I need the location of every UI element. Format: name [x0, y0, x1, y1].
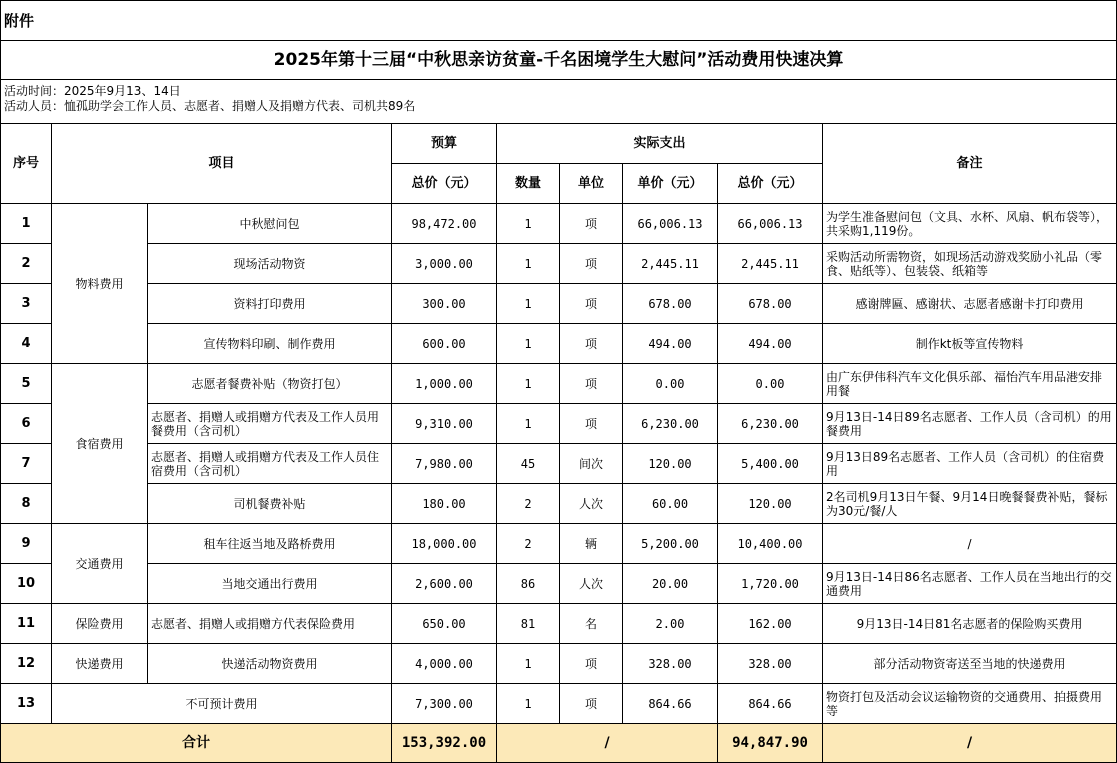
row-unit: 人次: [560, 564, 623, 604]
row-no: 4: [1, 324, 52, 364]
row-unit: 项: [560, 204, 623, 244]
category-materials: 物料费用: [52, 204, 148, 364]
row-budget: 650.00: [392, 604, 497, 644]
totals-budget: 153,392.00: [392, 724, 497, 763]
header-unit: 单位: [560, 164, 623, 204]
row-no: 9: [1, 524, 52, 564]
row-budget: 98,472.00: [392, 204, 497, 244]
row-qty: 1: [497, 244, 560, 284]
row-qty: 1: [497, 644, 560, 684]
row-unit: 项: [560, 324, 623, 364]
row-remark: 9月13日-14日89名志愿者、工作人员（含司机）的用餐费用: [823, 404, 1117, 444]
row-total: 10,400.00: [718, 524, 823, 564]
row-item: 现场活动物资: [148, 244, 392, 284]
row-budget: 180.00: [392, 484, 497, 524]
totals-row: [1, 724, 1117, 763]
row-unit: 项: [560, 244, 623, 284]
table-row: [1, 484, 1117, 524]
table-row: [1, 524, 1117, 564]
row-no: 12: [1, 644, 52, 684]
table-row: [1, 564, 1117, 604]
table-row: [1, 364, 1117, 404]
row-total: 1,720.00: [718, 564, 823, 604]
table-row: [1, 604, 1117, 644]
row-budget: 4,000.00: [392, 644, 497, 684]
table-row: [1, 244, 1117, 284]
category-express: 快递费用: [52, 644, 148, 684]
row-unit-price: 678.00: [623, 284, 718, 324]
row-qty: 81: [497, 604, 560, 644]
row-budget: 9,310.00: [392, 404, 497, 444]
activity-people: 活动人员：恤孤助学会工作人员、志愿者、捐赠人及捐赠方代表、司机共89名: [4, 99, 416, 113]
row-remark: /: [823, 524, 1117, 564]
row-item: 志愿者餐费补贴（物资打包）: [148, 364, 392, 404]
row-qty: 1: [497, 364, 560, 404]
attachment-label: 附件: [1, 1, 1117, 41]
row-budget: 7,300.00: [392, 684, 497, 724]
row-no: 11: [1, 604, 52, 644]
row-remark: 感谢牌匾、感谢状、志愿者感谢卡打印费用: [823, 284, 1117, 324]
row-budget: 3,000.00: [392, 244, 497, 284]
table-row: [1, 324, 1117, 364]
header-actual-total: 总价（元）: [718, 164, 823, 204]
totals-actual: 94,847.90: [718, 724, 823, 763]
row-item: 志愿者、捐赠人或捐赠方代表保险费用: [148, 604, 392, 644]
totals-qty-unit: /: [497, 724, 718, 763]
row-total: 120.00: [718, 484, 823, 524]
row-unit-price: 2.00: [623, 604, 718, 644]
row-budget: 2,600.00: [392, 564, 497, 604]
table-row: [1, 204, 1117, 244]
row-unit: 名: [560, 604, 623, 644]
row-qty: 2: [497, 484, 560, 524]
row-remark: 2名司机9月13日午餐、9月14日晚餐餐费补贴，餐标为30元/餐/人: [823, 484, 1117, 524]
row-unit-price: 20.00: [623, 564, 718, 604]
row-item: 中秋慰问包: [148, 204, 392, 244]
row-unit: 项: [560, 404, 623, 444]
row-unit-price: 60.00: [623, 484, 718, 524]
row-remark: 由广东伊伟科汽车文化俱乐部、福怡汽车用品港安排用餐: [823, 364, 1117, 404]
row-unit-price: 6,230.00: [623, 404, 718, 444]
row-budget: 300.00: [392, 284, 497, 324]
row-unit-price: 66,006.13: [623, 204, 718, 244]
table-row: [1, 404, 1117, 444]
totals-label: 合计: [1, 724, 392, 763]
row-qty: 2: [497, 524, 560, 564]
row-total: 162.00: [718, 604, 823, 644]
header-qty: 数量: [497, 164, 560, 204]
row-item: 不可预计费用: [52, 684, 392, 724]
table-row: [1, 284, 1117, 324]
row-budget: 7,980.00: [392, 444, 497, 484]
row-total: 494.00: [718, 324, 823, 364]
header-budget-total: 总价（元）: [392, 164, 497, 204]
header-item: 项目: [52, 124, 392, 204]
row-item: 快递活动物资费用: [148, 644, 392, 684]
row-unit-price: 2,445.11: [623, 244, 718, 284]
row-remark: 采购活动所需物资，如现场活动游戏奖励小礼品（零食、贴纸等）、包装袋、纸箱等: [823, 244, 1117, 284]
row-unit: 项: [560, 364, 623, 404]
row-qty: 1: [497, 404, 560, 444]
header-actual: 实际支出: [497, 124, 823, 164]
row-no: 2: [1, 244, 52, 284]
row-total: 678.00: [718, 284, 823, 324]
totals-remark: /: [823, 724, 1117, 763]
table-row: [1, 684, 1117, 724]
row-total: 864.66: [718, 684, 823, 724]
row-total: 6,230.00: [718, 404, 823, 444]
row-total: 5,400.00: [718, 444, 823, 484]
activity-time: 活动时间：2025年9月13、14日: [4, 84, 181, 98]
row-item: 租车往返当地及路桥费用: [148, 524, 392, 564]
table-row: [1, 444, 1117, 484]
row-no: 1: [1, 204, 52, 244]
row-unit: 项: [560, 684, 623, 724]
row-remark: 部分活动物资寄送至当地的快递费用: [823, 644, 1117, 684]
row-no: 13: [1, 684, 52, 724]
row-no: 10: [1, 564, 52, 604]
page-title: 2025年第十三届“中秋思亲访贫童-千名困境学生大慰问”活动费用快速决算: [1, 41, 1117, 80]
row-remark: 9月13日-14日86名志愿者、工作人员在当地出行的交通费用: [823, 564, 1117, 604]
row-remark: 物资打包及活动会议运输物资的交通费用、拍摄费用等: [823, 684, 1117, 724]
row-item: 司机餐费补贴: [148, 484, 392, 524]
row-remark: 9月13日-14日81名志愿者的保险购买费用: [823, 604, 1117, 644]
row-qty: 45: [497, 444, 560, 484]
row-qty: 86: [497, 564, 560, 604]
row-qty: 1: [497, 284, 560, 324]
row-budget: 600.00: [392, 324, 497, 364]
row-item: 当地交通出行费用: [148, 564, 392, 604]
row-unit-price: 120.00: [623, 444, 718, 484]
row-remark: 制作kt板等宣传物料: [823, 324, 1117, 364]
row-no: 5: [1, 364, 52, 404]
row-no: 7: [1, 444, 52, 484]
row-unit: 间次: [560, 444, 623, 484]
row-budget: 1,000.00: [392, 364, 497, 404]
row-item: 资料打印费用: [148, 284, 392, 324]
row-unit: 项: [560, 284, 623, 324]
table-row: [1, 644, 1117, 684]
header-seq: 序号: [1, 124, 52, 204]
header-unit-price: 单价（元）: [623, 164, 718, 204]
row-qty: 1: [497, 204, 560, 244]
category-insurance: 保险费用: [52, 604, 148, 644]
row-no: 6: [1, 404, 52, 444]
row-total: 0.00: [718, 364, 823, 404]
row-total: 328.00: [718, 644, 823, 684]
activity-info: [1, 80, 1117, 124]
row-item: 志愿者、捐赠人或捐赠方代表及工作人员用餐费用（含司机）: [148, 404, 392, 444]
row-unit-price: 494.00: [623, 324, 718, 364]
row-qty: 1: [497, 684, 560, 724]
row-item: 志愿者、捐赠人或捐赠方代表及工作人员住宿费用（含司机）: [148, 444, 392, 484]
row-no: 8: [1, 484, 52, 524]
row-total: 66,006.13: [718, 204, 823, 244]
category-transport: 交通费用: [52, 524, 148, 604]
row-unit-price: 0.00: [623, 364, 718, 404]
row-remark: 为学生准备慰问包（文具、水杯、风扇、帆布袋等），共采购1,119份。: [823, 204, 1117, 244]
row-unit: 辆: [560, 524, 623, 564]
row-unit-price: 5,200.00: [623, 524, 718, 564]
row-no: 3: [1, 284, 52, 324]
row-item: 宣传物料印刷、制作费用: [148, 324, 392, 364]
header-remark: 备注: [823, 124, 1117, 204]
row-budget: 18,000.00: [392, 524, 497, 564]
row-unit-price: 328.00: [623, 644, 718, 684]
row-unit: 人次: [560, 484, 623, 524]
row-unit: 项: [560, 644, 623, 684]
row-unit-price: 864.66: [623, 684, 718, 724]
row-total: 2,445.11: [718, 244, 823, 284]
row-remark: 9月13日89名志愿者、工作人员（含司机）的住宿费用: [823, 444, 1117, 484]
header-budget: 预算: [392, 124, 497, 164]
row-qty: 1: [497, 324, 560, 364]
category-food: 食宿费用: [52, 364, 148, 524]
